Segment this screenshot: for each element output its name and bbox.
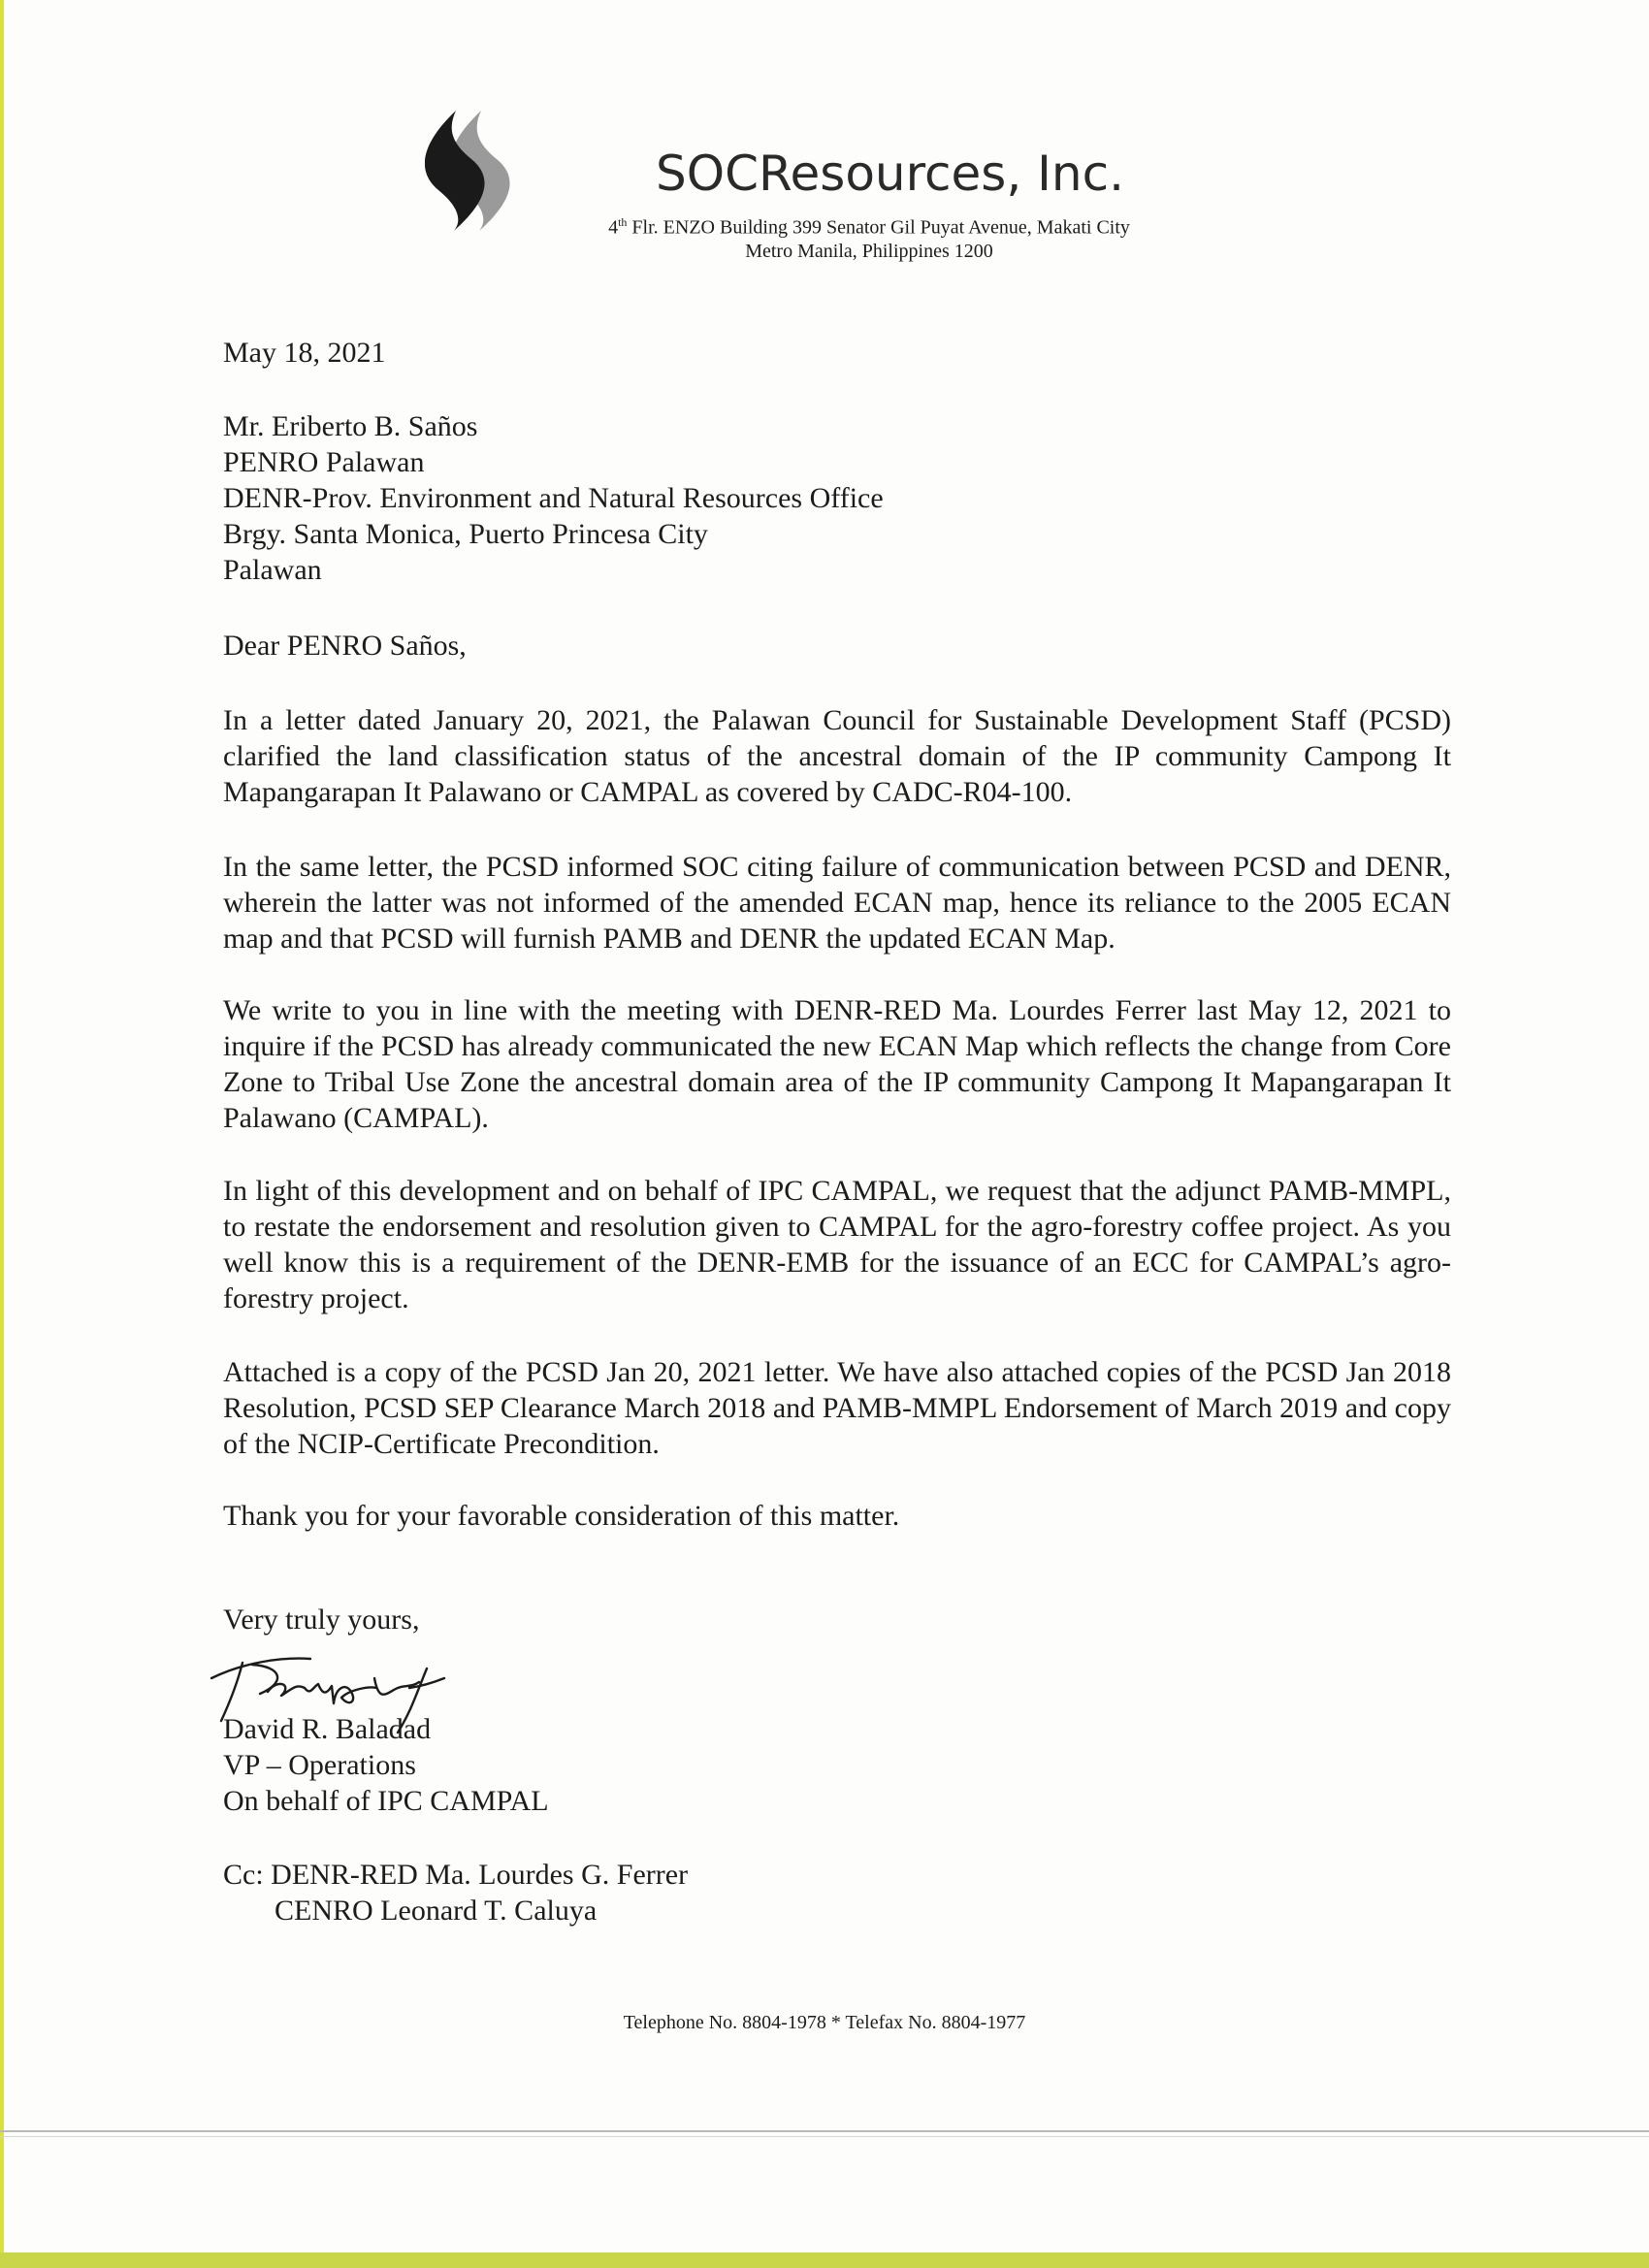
cc-line-1: Cc: DENR-RED Ma. Lourdes G. Ferrer [223, 1859, 689, 1891]
address-floor-suffix: th [618, 215, 628, 229]
signatory-on-behalf: On behalf of IPC CAMPAL [223, 1785, 549, 1817]
closing: Very truly yours, [223, 1604, 420, 1636]
recipient-office: DENR-Prov. Environment and Natural Resources Office [223, 482, 884, 514]
body-paragraph: In light of this development and on behalf of IPC CAMPAL, we request that the adjunct PAMB-MMPL, to restate the endorsement and resolution given to CAMPAL for the agro-forestry coffee project. As you well know this is a requirement of the DENR-EMB for the issuance of an ECC for CAMPAL’s agro-forestry project. [223, 1175, 1451, 1314]
body-paragraph: Attached is a copy of the PCSD Jan 20, 2021 letter. We have also attached copies of the PCSD Jan 2018 Resolution, PCSD SEP Clearance March 2018 and PAMB-MMPL Endorsement of March 2019 and copy of the NCIP-Certificate Precondition. [223, 1356, 1451, 1460]
address-line1-text: Flr. ENZO Building 399 Senator Gil Puyat Avenue, Makati City [627, 216, 1130, 239]
company-name: SOCResources, Inc. [656, 146, 1124, 202]
scan-artifact-line [0, 2130, 1649, 2132]
cc-line-2: CENRO Leonard T. Caluya [275, 1895, 598, 1927]
recipient-name: Mr. Eriberto B. Saños [223, 410, 478, 442]
recipient-address-line1: Brgy. Santa Monica, Puerto Princesa City [223, 518, 708, 550]
letter-date: May 18, 2021 [223, 337, 386, 369]
body-paragraph: In a letter dated January 20, 2021, the Palawan Council for Sustainable Development Staff (PCSD) clarified the land classification status of the ancestral domain of the IP community Campong It Mapangarapan It Palawano or CAMPAL as covered by CADC-R04-100. [223, 704, 1451, 808]
swirl-leaf-logo-icon [425, 107, 561, 233]
address-floor-number: 4 [608, 216, 619, 239]
company-address-line2: Metro Manila, Philippines 1200 [745, 241, 993, 262]
recipient-address-line2: Palawan [223, 554, 322, 586]
company-address-line1 [559, 215, 1180, 240]
scan-artifact-line-2 [0, 2136, 1649, 2137]
footer-contact: Telephone No. 8804-1978 * Telefax No. 8804-1977 [623, 2012, 1026, 2033]
recipient-title: PENRO Palawan [223, 446, 425, 478]
body-paragraph: Thank you for your favorable consideration of this matter. [223, 1500, 900, 1532]
salutation: Dear PENRO Saños, [223, 630, 467, 662]
signatory-position: VP – Operations [223, 1749, 416, 1781]
body-paragraph: We write to you in line with the meeting with DENR-RED Ma. Lourdes Ferrer last May 12, 2021 to inquire if the PCSD has already communicated the new ECAN Map which reflects the change from Core Zone to Tribal Use Zone the ancestral domain area of the IP community Campong It Mapangarapan It Palawano (CAMPAL). [223, 994, 1451, 1134]
scan-edge-bottom [0, 2252, 1649, 2268]
signatory-name: David R. Baladad [223, 1713, 432, 1745]
body-paragraph: In the same letter, the PCSD informed SOC citing failure of communication between PCSD and DENR, wherein the latter was not informed of the amended ECAN map, hence its reliance to the 2005 ECAN map and that PCSD will furnish PAMB and DENR the updated ECAN Map. [223, 851, 1451, 955]
scan-edge-left [0, 0, 4, 2268]
